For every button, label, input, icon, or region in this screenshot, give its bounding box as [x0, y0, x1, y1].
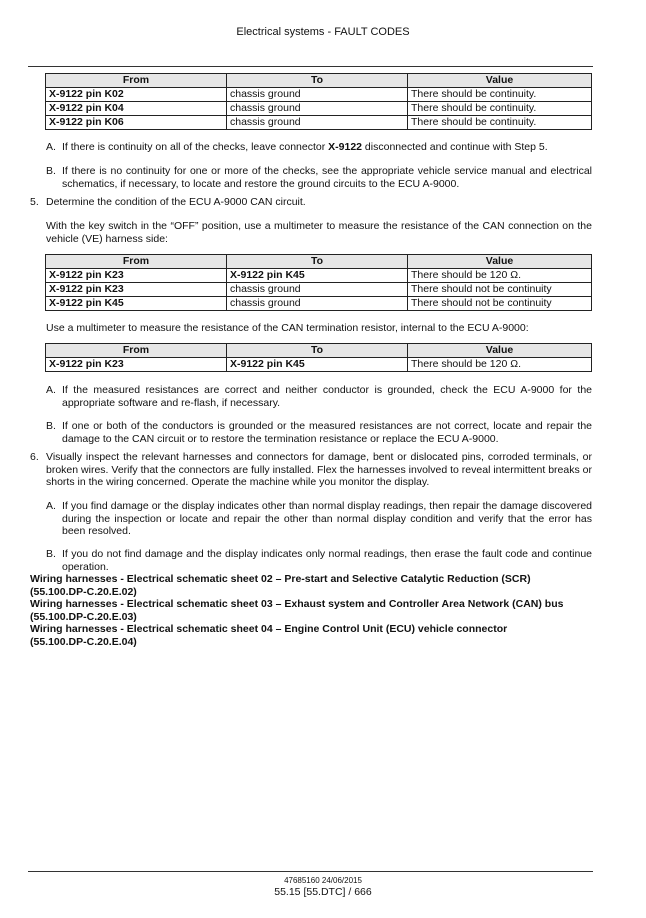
- column-header: Value: [408, 344, 592, 358]
- table-cell: There should not be continuity: [408, 283, 592, 297]
- step-5a-text: If the measured resistances are correct and neither conductor is grounded, check the ECU A-9000 for the appropriate software and re-flash, if necessary.: [62, 384, 592, 409]
- step-5b-text: If one or both of the conductors is grounded or the measured resistances are not correct, locate and repair the damage to the CAN circuit or to restore the termination resistance or replace the ECU A-9000.: [62, 420, 592, 445]
- header-rule: [28, 66, 593, 67]
- table-row: [46, 88, 592, 102]
- column-header: Value: [408, 74, 592, 88]
- connector-name: X-9122: [328, 141, 363, 153]
- table-cell: X-9122 pin K06: [46, 116, 227, 130]
- table-row: [46, 116, 592, 130]
- table-header-row: [46, 74, 592, 88]
- link-schematic-03-code[interactable]: (55.100.DP-C.20.E.03): [30, 610, 137, 623]
- link-schematic-03[interactable]: Wiring harnesses - Electrical schematic sheet 03 – Exhaust system and Controller Area Network (CAN) bus: [30, 598, 564, 610]
- link-schematic-04-code[interactable]: (55.100.DP-C.20.E.04): [30, 635, 137, 648]
- table-row: [46, 102, 592, 116]
- table-cell: There should be 120 Ω.: [408, 269, 592, 283]
- table-cell: There should not be continuity: [408, 297, 592, 311]
- item-label: A.: [46, 500, 56, 512]
- table-row: [46, 358, 592, 372]
- table-cell: X-9122 pin K23: [46, 283, 227, 297]
- table-cell: X-9122 pin K45: [227, 358, 408, 372]
- column-header: From: [46, 255, 227, 269]
- table-cell: There should be continuity.: [408, 102, 592, 116]
- table-cell: X-9122 pin K45: [46, 297, 227, 311]
- step-4a-text: [62, 141, 592, 154]
- footer-rule: [28, 871, 593, 872]
- step-4b-text: If there is no continuity for one or more of the checks, see the appropriate vehicle service manual and electrical schematics, if necessary, to locate and restore the ground circuits to the ECU A-9000.: [62, 165, 592, 190]
- termination-table: [45, 343, 592, 372]
- table-row: [46, 283, 592, 297]
- step-5-paragraph: With the key switch in the “OFF” position, use a multimeter to measure the resistance of the CAN connection on the vehicle (VE) harness side:: [46, 220, 592, 245]
- link-schematic-02-code[interactable]: (55.100.DP-C.20.E.02): [30, 585, 137, 598]
- table-cell: There should be 120 Ω.: [408, 358, 592, 372]
- table-cell: X-9122 pin K04: [46, 102, 227, 116]
- item-label: B.: [46, 165, 56, 177]
- column-header: To: [227, 344, 408, 358]
- table-cell: chassis ground: [227, 297, 408, 311]
- table-header-row: [46, 344, 592, 358]
- link-schematic-04[interactable]: Wiring harnesses - Electrical schematic sheet 04 – Engine Control Unit (ECU) vehicle connector: [30, 623, 508, 635]
- table-cell: chassis ground: [227, 283, 408, 297]
- termination-paragraph: Use a multimeter to measure the resistance of the CAN termination resistor, internal to the ECU A-9000:: [46, 322, 529, 334]
- table-row: [46, 269, 592, 283]
- item-label: A.: [46, 141, 56, 153]
- step-6a-text: If you find damage or the display indicates other than normal display readings, then repair the damage discovered during the inspection or locate and repair the other than normal display condition and verify that the error has been resolved.: [62, 500, 592, 537]
- column-header: To: [227, 255, 408, 269]
- table-cell: There should be continuity.: [408, 88, 592, 102]
- table-cell: chassis ground: [227, 88, 408, 102]
- step-6b-text: If you do not find damage and the display indicates only normal readings, then erase the fault code and continue operation.: [62, 548, 592, 573]
- table-cell: chassis ground: [227, 116, 408, 130]
- step-number: 6.: [30, 451, 39, 463]
- text-span: disconnected and continue with Step 5.: [362, 141, 548, 153]
- table-cell: X-9122 pin K23: [46, 269, 227, 283]
- column-header: Value: [408, 255, 592, 269]
- column-header: From: [46, 344, 227, 358]
- column-header: From: [46, 74, 227, 88]
- step-6-text: Visually inspect the relevant harnesses and connectors for damage, bent or dislocated pins, corroded terminals, or broken wires. Verify that the connectors are fully installed. Flex the harnesses involved to reveal intermittent breaks or shorts in the wiring concerned. Operate the machine while you monitor the display.: [46, 451, 592, 488]
- continuity-table: [45, 73, 592, 130]
- text-span: If there is continuity on all of the checks, leave connector: [62, 141, 329, 153]
- table-cell: X-9122 pin K45: [227, 269, 408, 283]
- table-header-row: [46, 255, 592, 269]
- link-schematic-02[interactable]: Wiring harnesses - Electrical schematic sheet 02 – Pre-start and Selective Catalytic Reduction (SCR): [30, 573, 531, 585]
- can-resistance-table: [45, 254, 592, 311]
- cross-reference-links: [30, 573, 600, 648]
- table-cell: There should be continuity.: [408, 116, 592, 130]
- table-cell: X-9122 pin K23: [46, 358, 227, 372]
- step-5-text: Determine the condition of the ECU A-9000 CAN circuit.: [46, 196, 306, 208]
- table-cell: chassis ground: [227, 102, 408, 116]
- item-label: B.: [46, 548, 56, 560]
- table-cell: X-9122 pin K02: [46, 88, 227, 102]
- item-label: B.: [46, 420, 56, 432]
- column-header: To: [227, 74, 408, 88]
- footer-doc-number: 47685160 24/06/2015: [284, 876, 362, 885]
- footer-page-number: 55.15 [55.DTC] / 666: [274, 886, 372, 898]
- table-row: [46, 297, 592, 311]
- step-number: 5.: [30, 196, 39, 208]
- item-label: A.: [46, 384, 56, 396]
- page-header-title: Electrical systems - FAULT CODES: [236, 26, 410, 38]
